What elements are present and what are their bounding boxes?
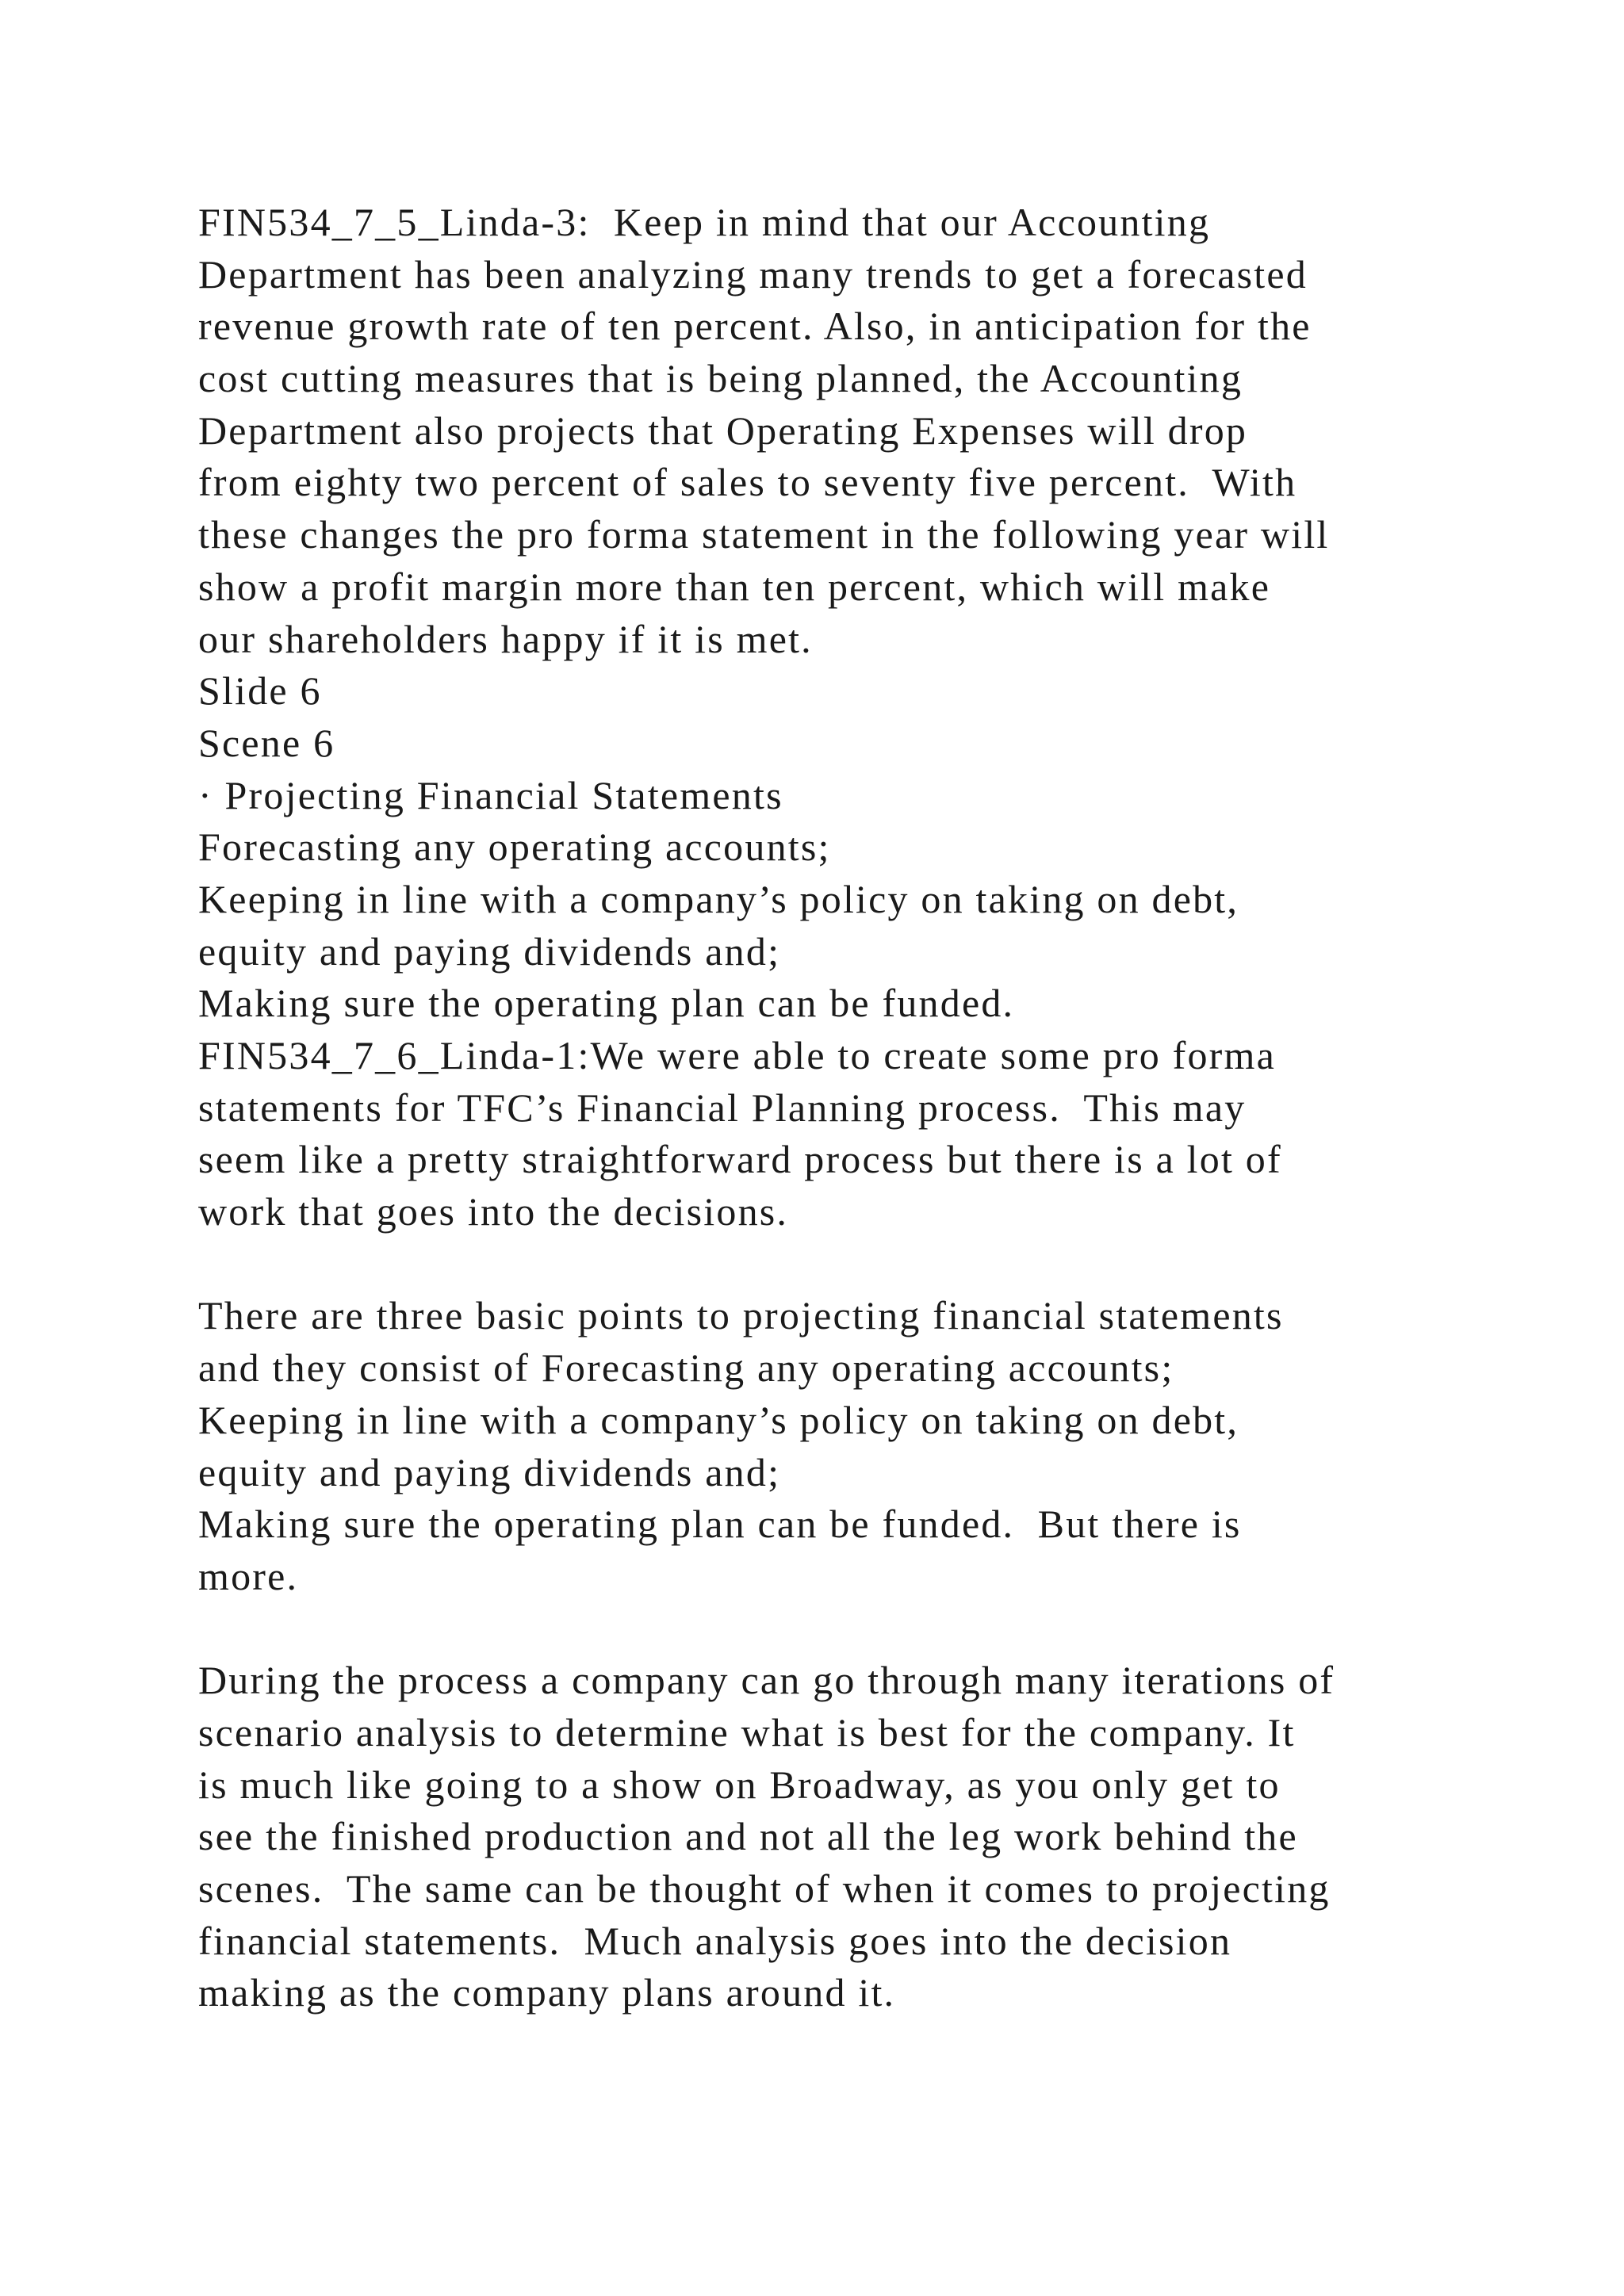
text-line: Making sure the operating plan can be funded. But there is [198,1502,1242,1547]
text-line: Keeping in line with a company’s policy on taking on debt, [198,1397,1239,1442]
text-line: see the finished production and not all the leg work behind the [198,1814,1298,1859]
text-line: equity and paying dividends and; [198,928,781,974]
text-line: Department also projects that Operating Expenses will drop [198,408,1248,453]
text-line: our shareholders happy if it is met. [198,616,813,661]
text-line: more. [198,1553,299,1598]
text-line: scenario analysis to determine what is best for the company. It [198,1709,1296,1755]
text-line: work that goes into the decisions. [198,1189,789,1234]
text-line: equity and paying dividends and; [198,1449,781,1494]
scene-label: Scene 6 [198,720,335,765]
document-body [198,197,1530,2019]
text-line: is much like going to a show on Broadway, as you only get to [198,1762,1281,1807]
text-line: Making sure the operating plan can be funded. [198,981,1015,1026]
text-line: and they consist of Forecasting any operating accounts; [198,1345,1174,1391]
paragraph-gap [198,1603,1530,1655]
text-line: these changes the pro forma statement in the following year will [198,512,1330,557]
text-line: making as the company plans around it. [198,1970,896,2015]
bullet-heading: · Projecting Financial Statements [198,772,783,817]
text-line: Forecasting any operating accounts; [198,825,831,870]
text-line: revenue growth rate of ten percent. Also, in anticipation for the [198,304,1312,349]
text-line: financial statements. Much analysis goes into the decision [198,1918,1232,1963]
text-line: There are three basic points to projecting financial statements [198,1293,1284,1338]
text-line: seem like a pretty straightforward process but there is a lot of [198,1137,1282,1182]
paragraph-gap [198,1238,1530,1291]
text-line: Keeping in line with a company’s policy on taking on debt, [198,876,1239,921]
text-line: FIN534_7_5_Linda-3: Keep in mind that our Accounting [198,200,1211,244]
text-line: show a profit margin more than ten percent, which will make [198,564,1271,609]
text-line: from eighty two percent of sales to seventy five percent. With [198,460,1297,505]
text-line: cost cutting measures that is being planned, the Accounting [198,356,1243,401]
text-line: Department has been analyzing many trends to get a forecasted [198,251,1308,297]
slide-label: Slide 6 [198,668,322,714]
text-line: statements for TFC’s Financial Planning process. This may [198,1085,1247,1130]
text-line: FIN534_7_6_Linda-1:We were able to create some pro forma [198,1033,1277,1077]
text-line: scenes. The same can be thought of when it comes to projecting [198,1866,1331,1911]
text-line: During the process a company can go through many iterations of [198,1658,1335,1703]
